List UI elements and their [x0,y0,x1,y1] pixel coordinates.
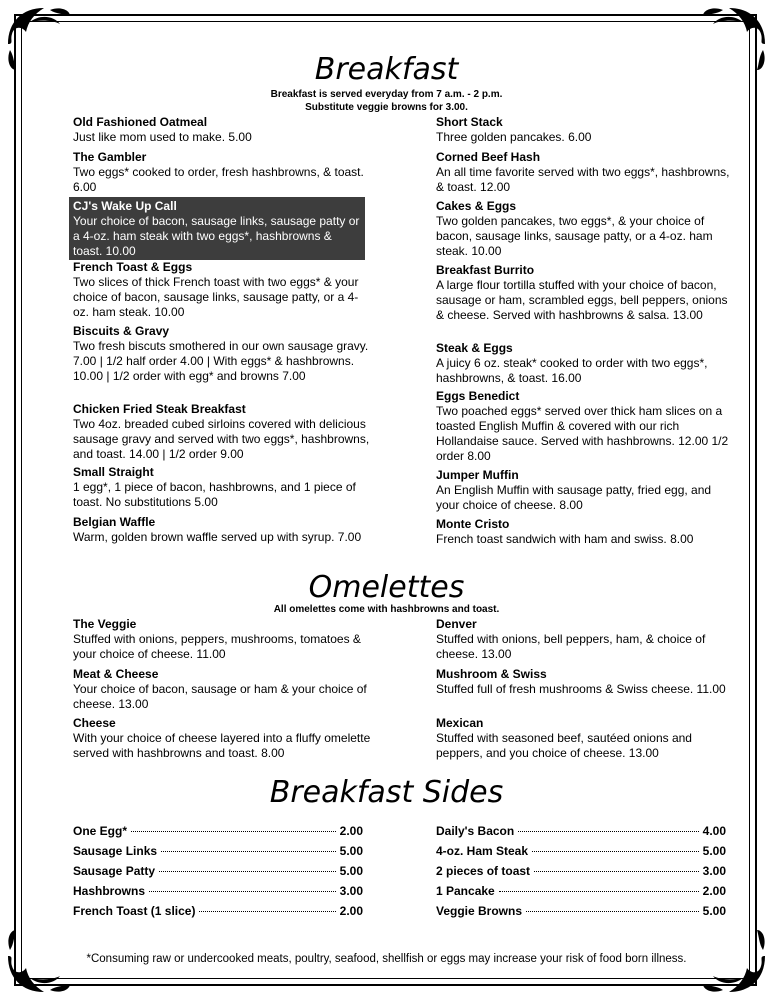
side-item [73,821,363,841]
side-item-name: Veggie Browns [436,904,523,918]
side-item-price: 3.00 [339,884,363,898]
side-item-name: Sausage Links [73,844,158,858]
menu-item [73,617,373,667]
side-item [436,881,726,901]
item-description: Stuffed full of fresh mushrooms & Swiss cheese. 11.00 [436,682,726,696]
side-item-price: 2.00 [702,884,726,898]
item-description: Stuffed with seasoned beef, sautéed onions and peppers, and you choice of cheese. 13.00 [436,731,692,760]
item-description: Two slices of thick French toast with two eggs* & your choice of bacon, sausage links, sausage patty, or a 4-oz. ham steak. 10.00 [73,275,359,319]
item-name: Eggs Benedict [436,389,520,403]
food-safety-disclaimer: *Consuming raw or undercooked meats, poultry, seafood, shellfish or eggs may increase your risk of food born illness. [86,953,687,965]
dot-leader [149,891,336,892]
item-name: Belgian Waffle [73,515,156,529]
side-item-name: 1 Pancake [436,884,495,898]
side-item [73,841,363,861]
side-item [436,841,726,861]
dot-leader [199,911,335,912]
breakfast-title: Breakfast [314,52,459,87]
menu-item [436,468,736,517]
side-item-name: One Egg* [73,824,128,838]
breakfast-hours: Breakfast is served everyday from 7 a.m. - 2 p.m. [270,89,503,100]
item-name: Cheese [73,716,116,730]
item-description: Two eggs* cooked to order, fresh hashbrowns, & toast. 6.00 [73,165,364,194]
sides-title: Breakfast Sides [269,775,504,810]
item-name: Monte Cristo [436,517,510,531]
menu-item [436,341,736,389]
menu-item [436,617,736,667]
side-item-name: Daily's Bacon [436,824,515,838]
item-description: Two fresh biscuts smothered in our own sausage gravy. 7.00 | 1/2 half order 4.00 | With eggs* & hashbrowns. 10.00 | 1/2 order with egg* and browns 7.00 [73,339,369,383]
side-item [73,881,363,901]
item-name: Chicken Fried Steak Breakfast [73,402,246,416]
item-description: French toast sandwich with ham and swiss. 8.00 [436,532,694,546]
side-item [73,861,363,881]
omelettes-title: Omelettes [308,570,465,605]
item-name: Steak & Eggs [436,341,513,355]
menu-item [73,260,373,324]
item-name: Breakfast Burrito [436,263,535,277]
item-description: Stuffed with onions, bell peppers, ham, & choice of cheese. 13.00 [436,632,706,661]
item-name: The Gambler [73,150,147,164]
menu-item [436,199,736,263]
item-name: Mushroom & Swiss [436,667,547,681]
item-name: Denver [436,617,477,631]
menu-item [436,115,736,150]
item-name: Meat & Cheese [73,667,159,681]
breakfast-left-column [73,115,373,545]
item-name: The Veggie [73,617,137,631]
item-description: 1 egg*, 1 piece of bacon, hashbrowns, and 1 piece of toast. No substitutions 5.00 [73,480,356,509]
item-description: Three golden pancakes. 6.00 [436,130,592,144]
menu-item [436,716,736,761]
omelettes-left-column [73,617,373,761]
menu-item [73,115,373,150]
item-description: Your choice of bacon, sausage links, sausage patty or a 4-oz. ham steak with two eggs*, hashbrowns & toast. 10.00 [73,214,360,258]
menu-item [436,389,736,468]
side-item-price: 2.00 [339,904,363,918]
menu-item [73,515,373,545]
side-item-name: Hashbrowns [73,884,146,898]
side-item-name: French Toast (1 slice) [73,904,196,918]
dot-leader [532,851,699,852]
side-item-name: 2 pieces of toast [436,864,531,878]
menu-item [73,667,373,716]
menu-item [73,465,373,515]
breakfast-substitution-note: Substitute veggie browns for 3.00. [305,102,468,113]
item-description: With your choice of cheese layered into a fluffy omelette served with hashbrowns and toast. 8.00 [73,731,371,760]
item-name: Biscuits & Gravy [73,324,170,338]
menu-item [73,716,373,761]
breakfast-right-column [436,115,736,547]
dot-leader [159,871,336,872]
side-item-price: 5.00 [339,864,363,878]
item-name: CJ's Wake Up Call [73,199,177,213]
item-description: A juicy 6 oz. steak* cooked to order with two eggs*, hashbrowns, & toast. 16.00 [436,356,708,385]
item-description: Two poached eggs* served over thick ham slices on a toasted English Muffin & covered with our rich Hollandaise sauce. Served with hashbrowns. 12.00 1/2 order 8.00 [436,404,729,463]
item-description: Two 4oz. breaded cubed sirloins covered with delicious sausage gravy and served with two eggs*, hashbrowns, and toast. 14.00 | 1/2 order 9.00 [73,417,370,461]
dot-leader [526,911,699,912]
item-description: Two golden pancakes, two eggs*, & your choice of bacon, sausage links, sausage patty, or a 4-oz. ham steak. 10.00 [436,214,713,258]
item-description: A large flour tortilla stuffed with your choice of bacon, sausage or ham, scrambled eggs, bell peppers, onions & cheese. Served with hashbrowns & salsa. 13.00 [436,278,728,322]
menu-item-highlighted [69,197,365,260]
item-name: Corned Beef Hash [436,150,541,164]
side-item-name: 4-oz. Ham Steak [436,844,529,858]
item-name: Small Straight [73,465,154,479]
item-name: Cakes & Eggs [436,199,517,213]
dot-leader [499,891,699,892]
sides-right-column [436,821,726,921]
item-description: Warm, golden brown waffle served up with syrup. 7.00 [73,530,362,544]
side-item [436,821,726,841]
item-name: Old Fashioned Oatmeal [73,115,208,129]
menu-item [436,263,736,341]
side-item-price: 2.00 [339,824,363,838]
menu-item [73,150,373,197]
side-item-price: 5.00 [702,904,726,918]
item-name: French Toast & Eggs [73,260,193,274]
side-item-price: 5.00 [702,844,726,858]
dot-leader [131,831,336,832]
item-name: Mexican [436,716,484,730]
side-item-price: 4.00 [702,824,726,838]
item-description: An all time favorite served with two eggs*, hashbrowns, & toast. 12.00 [436,165,730,194]
item-name: Jumper Muffin [436,468,519,482]
side-item-price: 5.00 [339,844,363,858]
item-description: Stuffed with onions, peppers, mushrooms, tomatoes & your choice of cheese. 11.00 [73,632,361,661]
item-description: Just like mom used to make. 5.00 [73,130,252,144]
menu-item [436,667,736,716]
menu-item [73,324,373,402]
item-name: Short Stack [436,115,503,129]
omelettes-right-column [436,617,736,761]
side-item-price: 3.00 [702,864,726,878]
dot-leader [161,851,336,852]
side-item-name: Sausage Patty [73,864,156,878]
sides-left-column [73,821,363,921]
item-description: An English Muffin with sausage patty, fried egg, and your choice of cheese. 8.00 [436,483,712,512]
dot-leader [534,871,699,872]
side-item [436,861,726,881]
dot-leader [518,831,698,832]
omelettes-note: All omelettes come with hashbrowns and toast. [273,604,500,615]
menu-item [436,150,736,199]
menu-item [73,402,373,465]
side-item [436,901,726,921]
menu-item [436,517,736,547]
item-description: Your choice of bacon, sausage or ham & your choice of cheese. 13.00 [73,682,367,711]
side-item [73,901,363,921]
